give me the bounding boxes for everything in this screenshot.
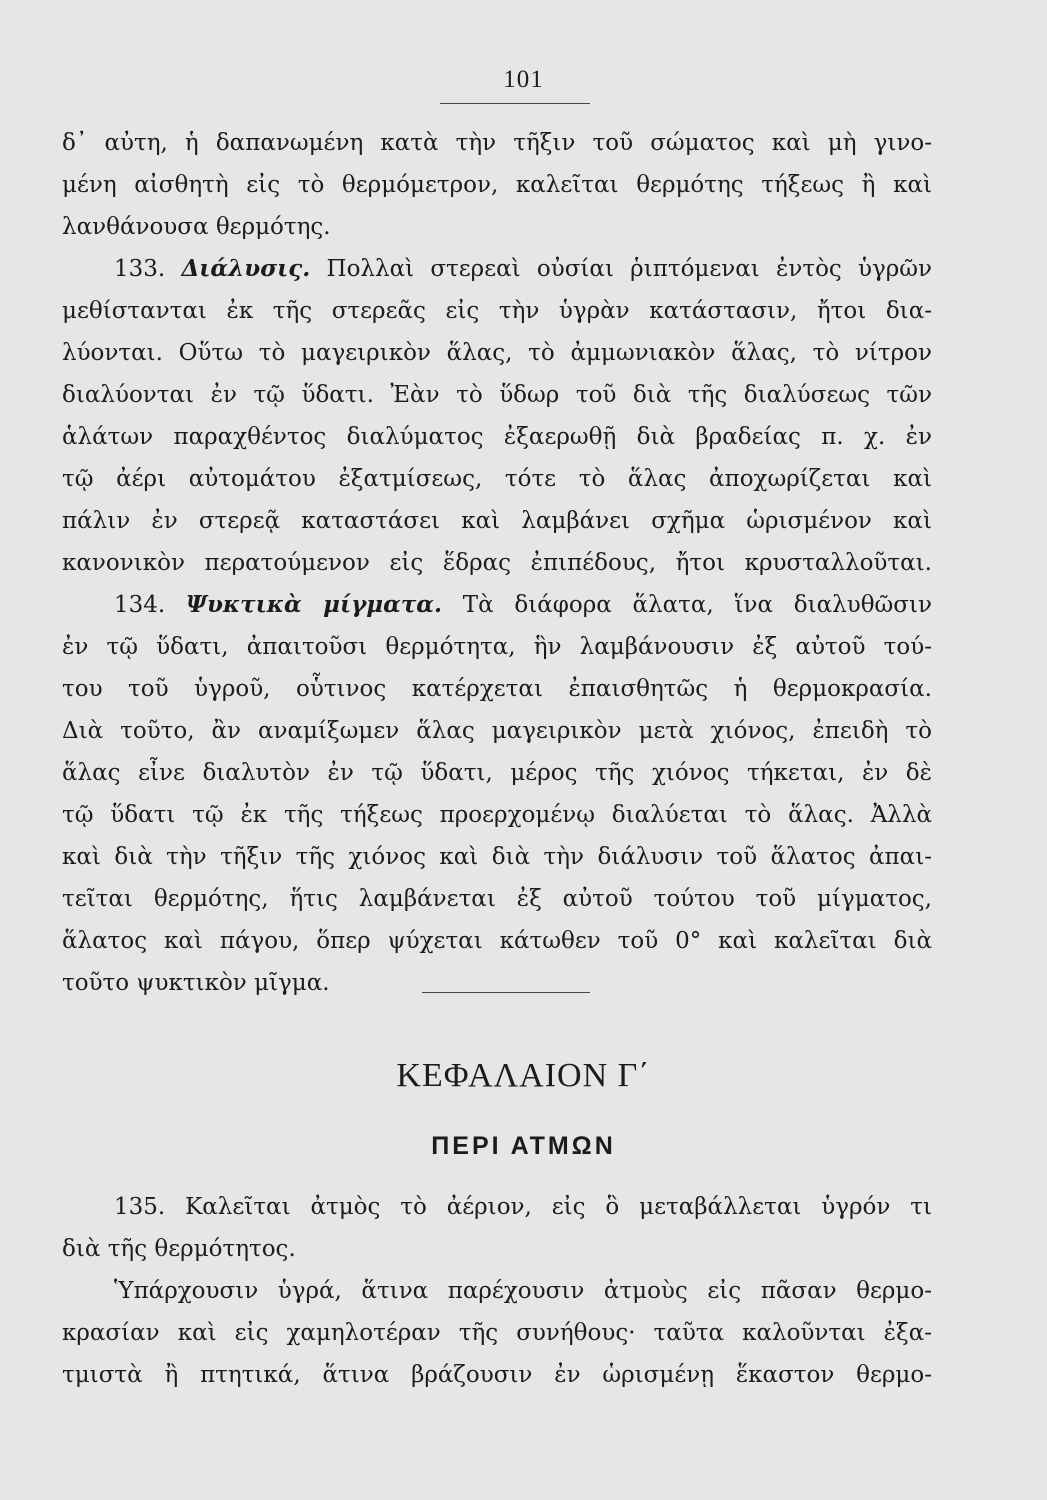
text-line: μένη αἰσθητὴ εἰς τὸ θερμόμετρον, καλεῖται θερμότης τήξεως ἢ καὶ (62, 172, 932, 198)
text-line: ἅλατος καὶ πάγου, ὅπερ ψύχεται κάτωθεν τοῦ 0° καὶ καλεῖται διὰ (62, 928, 932, 954)
text-line: ἁλάτων παραχθέντος διαλύματος ἐξαερωθῇ διὰ βραδείας π. χ. ἐν (62, 424, 932, 450)
section-number: 133. (114, 256, 166, 282)
text-line: διὰ τῆς θερμότητος. (62, 1236, 296, 1262)
section-first-line (62, 248, 932, 290)
section-first-line (62, 1186, 932, 1228)
text-line: διαλύονται ἐν τῷ ὕδατι. Ἐὰν τὸ ὕδωρ τοῦ διὰ τῆς διαλύσεως τῶν (62, 382, 932, 408)
text-line: τοῦτο ψυκτικὸν μῖγμα. (62, 970, 330, 996)
text-run: Πολλαὶ στερεαὶ οὐσίαι ῥιπτόμεναι ἐντὸς ὑγρῶν (326, 256, 932, 282)
text-line: τῷ ὕδατι τῷ ἐκ τῆς τήξεως προερχομένῳ διαλύεται τὸ ἅλας. Ἀλλὰ (62, 802, 932, 828)
text-line: καὶ διὰ τὴν τῆξιν τῆς χιόνος καὶ διὰ τὴν διάλυσιν τοῦ ἅλατος ἀπαι- (62, 844, 932, 870)
chapter-title: ΚΕΦΑΛΑΙΟΝ Γ΄ (396, 1057, 651, 1094)
text-line: του τοῦ ὑγροῦ, οὗτινος κατέρχεται ἐπαισθητῶς ἡ θερμοκρασία. (62, 676, 932, 702)
text-line: Διὰ τοῦτο, ἂν αναμίξωμεν ἅλας μαγειρικὸν μετὰ χιόνος, ἐπειδὴ τὸ (62, 718, 932, 744)
text-line: τῷ ἀέρι αὐτομάτου ἐξατμίσεως, τότε τὸ ἅλας ἀποχωρίζεται καὶ (62, 466, 932, 492)
section-number: 135. (114, 1194, 166, 1220)
section-134 (62, 584, 932, 1004)
section-heading: Διάλυσις. (181, 255, 311, 282)
text-line: λύονται. Οὕτω τὸ μαγειρικὸν ἅλας, τὸ ἀμμωνιακὸν ἅλας, τὸ νίτρον (62, 340, 932, 366)
section-number: 134. (114, 592, 166, 618)
section-first-line (62, 584, 932, 626)
text-line: ἐν τῷ ὕδατι, ἀπαιτοῦσι θερμότητα, ἣν λαμβάνουσιν ἐξ αὐτοῦ τού- (62, 634, 932, 660)
text-line: ἅλας εἶνε διαλυτὸν ἐν τῷ ὕδατι, μέρος τῆς χιόνος τήκεται, ἐν δὲ (62, 760, 932, 786)
text-run: Καλεῖται ἀτμὸς τὸ ἀέριον, εἰς ὃ μεταβάλλεται ὑγρόν τι (185, 1194, 932, 1220)
page-number: 101 (503, 66, 544, 93)
text-line: κανονικὸν περατούμενον εἰς ἕδρας ἐπιπέδους, ἤτοι κρυσταλλοῦται. (62, 550, 932, 576)
section-133 (62, 248, 932, 584)
text-run: Τὰ διάφορα ἅλατα, ἵνα διαλυθῶσιν (462, 592, 932, 618)
page-number-rule (440, 103, 590, 104)
section-heading: Ψυκτικὰ μίγματα. (185, 591, 443, 618)
text-line: μεθίστανται ἐκ τῆς στερεᾶς εἰς τὴν ὑγρὰν κατάστασιν, ἤτοι δια- (62, 298, 932, 324)
text-line: πάλιν ἐν στερεᾷ καταστάσει καὶ λαμβάνει σχῆμα ὡρισμένον καὶ (62, 508, 932, 534)
text-line: δ᾽ αὐτη, ἡ δαπανωμένη κατὰ τὴν τῆξιν τοῦ σώματος καὶ μὴ γινο- (62, 130, 932, 156)
section-divider (422, 992, 590, 993)
text-line: Ὑπάρχουσιν ὑγρά, ἅτινα παρέχουσιν ἀτμοὺς εἰς πᾶσαν θερμο- (114, 1278, 932, 1304)
text-line: τεῖται θερμότης, ἥτις λαμβάνεται ἐξ αὐτοῦ τούτου τοῦ μίγματος, (62, 886, 932, 912)
chapter-subtitle: ΠΕΡΙ ΑΤΜΩΝ (431, 1132, 616, 1160)
text-line: τμιστὰ ἢ πτητικά, ἅτινα βράζουσιν ἐν ὡρισμένῃ ἕκαστον θερμο- (62, 1362, 932, 1388)
continuation-paragraph (62, 122, 932, 248)
text-line: λανθάνουσα θερμότης. (62, 214, 331, 240)
text-line: κρασίαν καὶ εἰς χαμηλοτέραν τῆς συνήθους· ταῦτα καλοῦνται ἐξα- (62, 1320, 932, 1346)
section-135 (62, 1186, 932, 1396)
